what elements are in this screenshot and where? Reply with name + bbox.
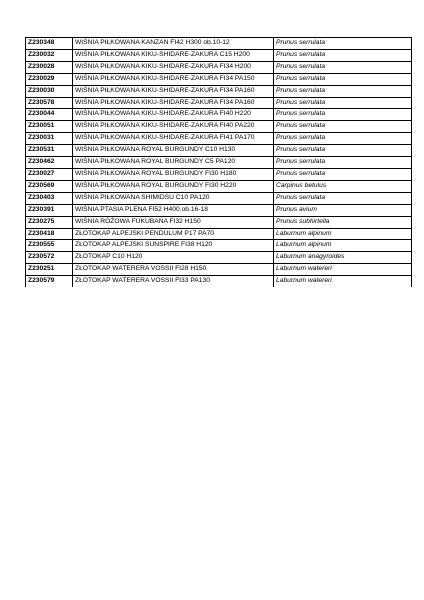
table-row (26, 49, 412, 61)
product-name-cell: WIŚNIA PIŁKOWANA ROYAL BURGUNDY C10 H130 (73, 145, 274, 157)
product-name-cell: WIŚNIA PIŁKOWANA KANZAN FI42 H300 ob.10-12 (73, 38, 274, 50)
product-name-cell: ZŁOTOKAP WATERERA VOSSII FI28 H150 (73, 264, 274, 276)
table-row (26, 109, 412, 121)
species-cell: Prunus serrulata (274, 97, 412, 109)
product-name-cell: WIŚNIA PIŁKOWANA KIKU-SHIDARE-ZAKURA FI40 PA220 (73, 121, 274, 133)
table-row (26, 276, 412, 287)
product-code-cell: Z230579 (26, 276, 73, 287)
table-row (26, 216, 412, 228)
product-name-cell: WIŚNIA PIŁKOWANA ROYAL BURGUNDY FI30 H180 (73, 168, 274, 180)
species-cell: Prunus serrulata (274, 145, 412, 157)
product-code-cell: Z230251 (26, 264, 73, 276)
species-cell: Prunus serrulata (274, 73, 412, 85)
species-cell: Prunus serrulata (274, 168, 412, 180)
product-code-cell: Z230044 (26, 109, 73, 121)
product-code-cell: Z230032 (26, 49, 73, 61)
table-row (26, 204, 412, 216)
product-code-cell: Z230572 (26, 252, 73, 264)
species-cell: Laburnum alpinum (274, 240, 412, 252)
species-cell: Laburnum anagyroides (274, 252, 412, 264)
product-name-cell: WIŚNIA PIŁKOWANA KIKU-SHIDARE-ZAKURA FI34 PA160 (73, 97, 274, 109)
table-row (26, 240, 412, 252)
table-row (26, 73, 412, 85)
product-code-cell: Z230555 (26, 240, 73, 252)
product-name-cell: WIŚNIA PIŁKOWANA ROYAL BURGUNDY FI30 H220 (73, 180, 274, 192)
product-code-cell: Z230348 (26, 38, 73, 50)
species-cell: Laburnum watereri (274, 276, 412, 287)
table-row (26, 38, 412, 50)
product-code-cell: Z230027 (26, 168, 73, 180)
table-row (26, 157, 412, 169)
plant-catalog-table (25, 37, 412, 287)
table-row (26, 97, 412, 109)
product-code-cell: Z230031 (26, 133, 73, 145)
product-code-cell: Z230531 (26, 145, 73, 157)
species-cell: Prunus serrulata (274, 85, 412, 97)
table-row (26, 121, 412, 133)
table-row (26, 168, 412, 180)
catalog-table-body (26, 38, 412, 288)
table-row (26, 264, 412, 276)
product-name-cell: WIŚNIA PIŁKOWANA KIKU-SHIDARE-ZAKURA FI40 H220 (73, 109, 274, 121)
product-code-cell: Z230578 (26, 97, 73, 109)
product-code-cell: Z230391 (26, 204, 73, 216)
table-row (26, 180, 412, 192)
product-name-cell: ZŁOTOKAP ALPEJSKI PENDULUM P17 PA70 (73, 228, 274, 240)
product-code-cell: Z230403 (26, 192, 73, 204)
product-name-cell: WIŚNIA RÓŻOWA FUKUBANA FI32 H150 (73, 216, 274, 228)
species-cell: Prunus serrulata (274, 109, 412, 121)
table-row (26, 192, 412, 204)
product-code-cell: Z230028 (26, 61, 73, 73)
species-cell: Carpinus betulus (274, 180, 412, 192)
product-name-cell: WIŚNIA PTASIA PLENA FI52 H400 ob.16-18 (73, 204, 274, 216)
species-cell: Prunus serrulata (274, 192, 412, 204)
product-name-cell: WIŚNIA PIŁKOWANA KIKU-SHIDARE-ZAKURA FI41 PA170 (73, 133, 274, 145)
species-cell: Prunus serrulata (274, 38, 412, 50)
product-name-cell: WIŚNIA PIŁKOWANA KIKU-SHIDARE-ZAKURA C15 H200 (73, 49, 274, 61)
species-cell: Prunus subhirtella (274, 216, 412, 228)
product-code-cell: Z230569 (26, 180, 73, 192)
product-code-cell: Z230029 (26, 73, 73, 85)
product-name-cell: WIŚNIA PIŁKOWANA KIKU-SHIDARE-ZAKURA FI34 PA160 (73, 85, 274, 97)
product-name-cell: ZŁOTOKAP C10 H120 (73, 252, 274, 264)
product-name-cell: WIŚNIA PIŁKOWANA ROYAL BURGUNDY C5 PA120 (73, 157, 274, 169)
product-code-cell: Z230275 (26, 216, 73, 228)
table-row (26, 145, 412, 157)
table-row (26, 61, 412, 73)
product-code-cell: Z230030 (26, 85, 73, 97)
species-cell: Laburnum alpinum (274, 228, 412, 240)
species-cell: Prunus serrulata (274, 49, 412, 61)
species-cell: Prunus avium (274, 204, 412, 216)
product-name-cell: WIŚNIA PIŁKOWANA KIKU-SHIDARE-ZAKURA FI34 PA150 (73, 73, 274, 85)
species-cell: Prunus serrulata (274, 133, 412, 145)
species-cell: Prunus serrulata (274, 121, 412, 133)
table-row (26, 85, 412, 97)
product-name-cell: WIŚNIA PIŁKOWANA SHIMIDSU C10 PA120 (73, 192, 274, 204)
species-cell: Prunus serrulata (274, 61, 412, 73)
product-name-cell: ZŁOTOKAP WATERERA VOSSII FI33 PA130 (73, 276, 274, 287)
product-name-cell: WIŚNIA PIŁKOWANA KIKU-SHIDARE-ZAKURA FI34 H200 (73, 61, 274, 73)
table-row (26, 133, 412, 145)
product-code-cell: Z230418 (26, 228, 73, 240)
species-cell: Prunus serrulata (274, 157, 412, 169)
product-code-cell: Z230462 (26, 157, 73, 169)
product-code-cell: Z230051 (26, 121, 73, 133)
product-name-cell: ZŁOTOKAP ALPEJSKI SUNSPIRE FI38 H120 (73, 240, 274, 252)
table-row (26, 252, 412, 264)
table-row (26, 228, 412, 240)
species-cell: Laburnum watereri (274, 264, 412, 276)
